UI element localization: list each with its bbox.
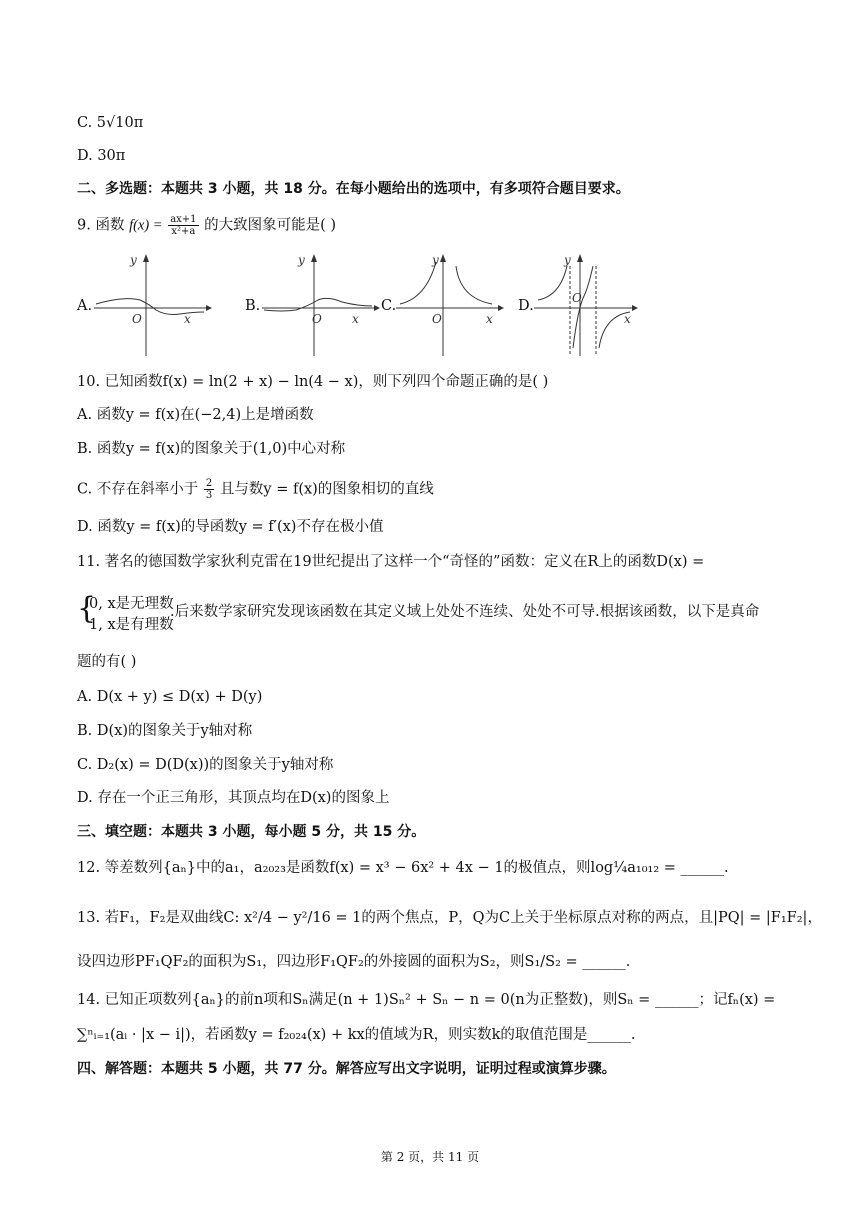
q10-option-c: [77, 478, 434, 501]
q9-fx: f(x) =: [129, 217, 163, 234]
graph-b-y-label: y: [298, 253, 305, 267]
graph-a: [94, 252, 214, 356]
q10c-fraction: [204, 478, 214, 501]
graph-d-origin: O: [572, 291, 582, 305]
question-14-line-2: ∑ⁿᵢ₌₁(aᵢ · |x − i|)，若函数y = f₂₀₂₄(x) + kx的值域为R，则实数k的取值范围是______.: [77, 1027, 636, 1043]
q9-suffix: 的大致图象可能是( ): [204, 217, 337, 234]
graph-b-x-label: x: [352, 312, 359, 326]
option-d-30pi: D. 30π: [77, 148, 126, 164]
option-c-5root10pi: C. 5√10π: [77, 115, 144, 131]
question-11-line-2: .后来数学家研究发现该函数在其定义域上处处不连续、处处不可导.根据该函数，以下是真命: [170, 604, 760, 620]
graph-c: [396, 252, 506, 356]
q11-option-a: A. D(x + y) ≤ D(x) + D(y): [77, 689, 263, 705]
q10-option-d: D. 函数y = f(x)的导函数y = f′(x)不存在极小值: [77, 519, 384, 535]
graph-c-origin: O: [432, 312, 442, 326]
q10c-prefix: C. 不存在斜率小于: [77, 481, 199, 498]
q11-option-d: D. 存在一个正三角形，其顶点均在D(x)的图象上: [77, 790, 390, 806]
graph-a-x-label: x: [184, 312, 191, 326]
q11-case-2: 1, x是有理数: [89, 617, 174, 633]
graph-b-letter: B.: [245, 298, 261, 314]
q11-case-1: 0, x是无理数: [89, 596, 174, 612]
q11-option-b: B. D(x)的图象关于y轴对称: [77, 723, 253, 739]
q9-denominator: x²+a: [171, 226, 196, 237]
graph-b-origin: O: [312, 312, 322, 326]
page-footer: 第 2 页，共 11 页: [380, 1150, 480, 1164]
question-13-line-1: 13. 若F₁，F₂是双曲线C: x²/4 − y²/16 = 1的两个焦点，P，Q为C上关于坐标原点对称的两点，且|PQ| = |F₁F₂|，: [77, 910, 822, 926]
section-heading-fill-in: 三、填空题：本题共 3 小题，每小题 5 分，共 15 分。: [77, 824, 426, 840]
question-11-line-3: 题的有( ): [77, 654, 137, 670]
graph-c-letter: C.: [381, 298, 397, 314]
question-11-line-1: 11. 著名的德国数学家狄利克雷在19世纪提出了这样一个“奇怪的”函数：定义在R上的函数D(x) =: [77, 554, 705, 570]
q10c-numerator: 2: [205, 478, 213, 489]
graph-c-x-label: x: [486, 312, 493, 326]
graph-b: [262, 252, 382, 356]
graph-d: [534, 252, 644, 356]
q11-brace: {: [77, 591, 97, 626]
question-14-line-1: 14. 已知正项数列{aₙ}的前n项和Sₙ满足(n + 1)Sₙ² + Sₙ − n = 0(n为正整数)，则Sₙ = ______；记fₙ(x) =: [77, 992, 776, 1008]
graph-a-origin: O: [132, 312, 142, 326]
q10c-denominator: 3: [205, 490, 213, 501]
graph-a-letter: A.: [77, 298, 93, 314]
graph-d-y-label: y: [564, 253, 571, 267]
q10c-suffix: 且与数y = f(x)的图象相切的直线: [219, 481, 434, 498]
question-9: [77, 214, 336, 237]
question-12: 12. 等差数列{aₙ}中的a₁，a₂₀₂₃是函数f(x) = x³ − 6x² + 4x − 1的极值点，则log¼a₁₀₁₂ = ______.: [77, 860, 729, 876]
section-heading-solutions: 四、解答题：本题共 5 小题，共 77 分。解答应写出文字说明，证明过程或演算步骤。: [77, 1061, 616, 1077]
section-heading-multi-choice: 二、多选题：本题共 3 小题，共 18 分。在每小题给出的选项中，有多项符合题目要求。: [77, 181, 630, 197]
graph-a-y-label: y: [130, 253, 137, 267]
q9-numerator: ax+1: [170, 214, 197, 225]
q10-option-b: B. 函数y = f(x)的图象关于(1,0)中心对称: [77, 441, 346, 457]
question-13-line-2: 设四边形PF₁QF₂的面积为S₁，四边形F₁QF₂的外接圆的面积为S₂，则S₁/S₂ = ______.: [77, 954, 631, 970]
graph-d-letter: D.: [518, 298, 534, 314]
graph-d-x-label: x: [624, 312, 631, 326]
q10-option-a: A. 函数y = f(x)在(−2,4)上是增函数: [77, 407, 314, 423]
q11-option-c: C. D₂(x) = D(D(x))的图象关于y轴对称: [77, 757, 334, 773]
graph-c-y-label: y: [432, 253, 439, 267]
q9-prefix: 9. 函数: [77, 217, 125, 234]
q9-fraction: [168, 214, 198, 237]
question-10: 10. 已知函数f(x) = ln(2 + x) − ln(4 − x)，则下列四个命题正确的是( ): [77, 374, 549, 390]
